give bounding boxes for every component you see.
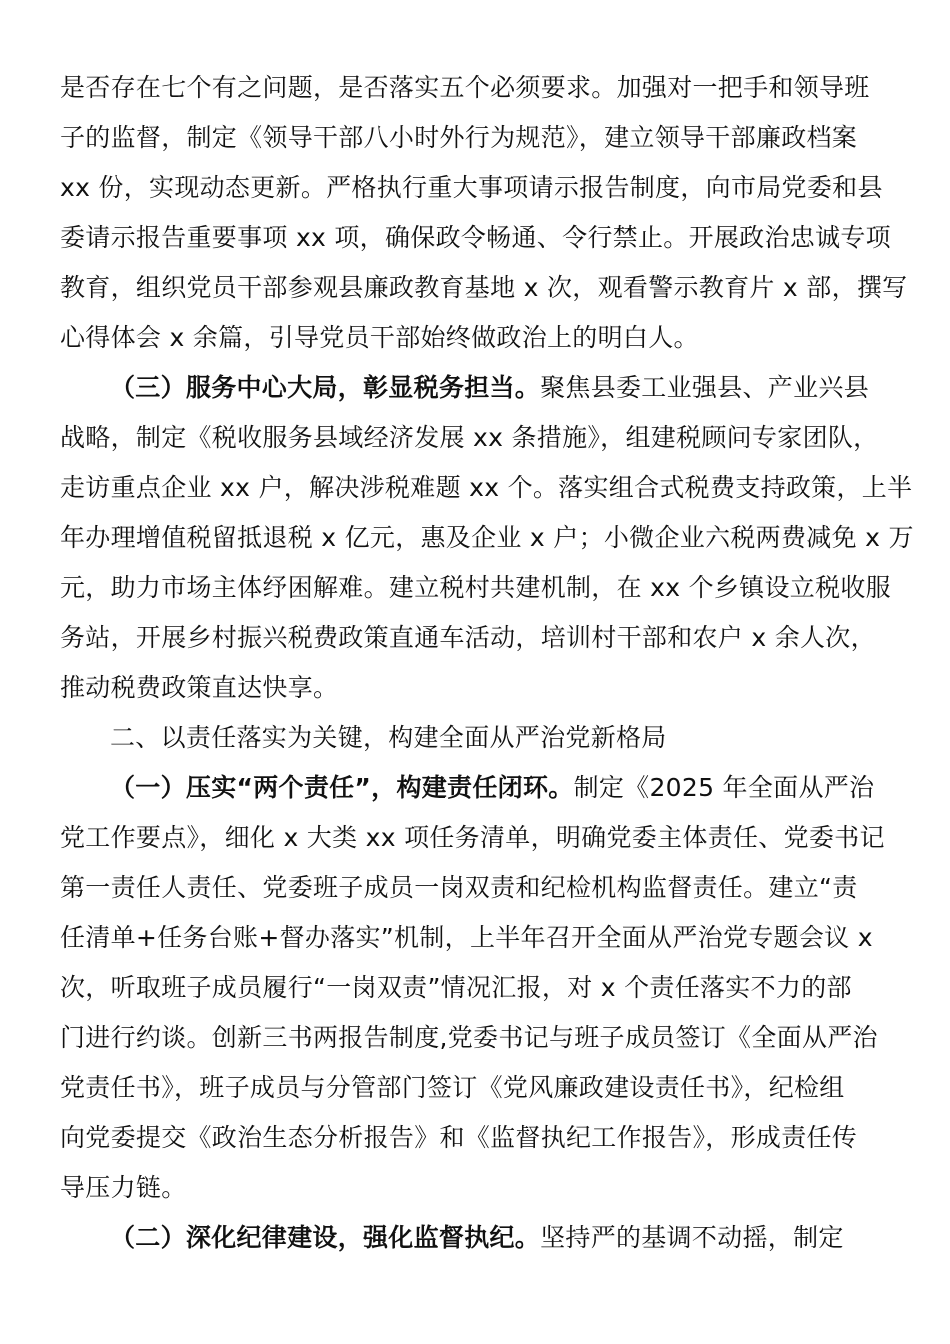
- body-line: 战略，制定《税收服务县域经济发展 xx 条措施》，组建税顾问专家团队，: [60, 423, 879, 452]
- body-line: 向党委提交《政治生态分析报告》和《监督执纪工作报告》，形成责任传: [60, 1123, 858, 1152]
- body-line: 走访重点企业 xx 户，解决涉税难题 xx 个。落实组合式税费支持政策，上半: [60, 473, 913, 502]
- body-line: 委请示报告重要事项 xx 项，确保政令畅通、令行禁止。开展政治忠诚专项: [60, 223, 891, 252]
- body-line: 导压力链。: [60, 1173, 187, 1202]
- body-line: 务站，开展乡村振兴税费政策直通车活动，培训村干部和农户 x 余人次，: [60, 623, 876, 652]
- body-line: 推动税费政策直达快享。: [60, 673, 339, 702]
- body-line: 子的监督，制定《领导干部八小时外行为规范》，建立领导干部廉政档案: [60, 123, 858, 152]
- body-line: 任清单+任务台账+督办落实”机制，上半年召开全面从严治党专题会议 x: [60, 923, 873, 952]
- body-line: 第一责任人责任、党委班子成员一岗双责和纪检机构监督责任。建立“责: [60, 873, 858, 902]
- paragraph-first-line: [110, 768, 874, 808]
- paragraph-first-line: [110, 1218, 844, 1258]
- body-line: 党工作要点》，细化 x 大类 xx 项任务清单，明确党委主体责任、党委书记: [60, 823, 885, 852]
- chapter-heading: 二、以责任落实为关键，构建全面从严治党新格局: [110, 723, 667, 752]
- body-line: 年办理增值税留抵退税 x 亿元，惠及企业 x 户；小微企业六税两费减免 x 万: [60, 523, 914, 552]
- body-line: 党责任书》，班子成员与分管部门签订《党风廉政建设责任书》，纪检组: [60, 1073, 845, 1102]
- body-line: 门进行约谈。创新三书两报告制度,党委书记与班子成员签订《全面从严治: [60, 1023, 878, 1052]
- paragraph-first-line: [110, 368, 869, 408]
- body-line: 元，助力市场主体纾困解难。建立税村共建机制，在 xx 个乡镇设立税收服: [60, 573, 891, 602]
- section-heading: （三）服务中心大局，彰显税务担当。: [110, 373, 541, 402]
- body-text: 坚持严的基调不动摇，制定: [540, 1223, 844, 1252]
- body-line: 是否存在七个有之问题，是否落实五个必须要求。加强对一把手和领导班: [60, 73, 870, 102]
- body-line: 心得体会 x 余篇，引导党员干部始终做政治上的明白人。: [60, 323, 699, 352]
- body-line: 教育，组织党员干部参观县廉政教育基地 x 次，观看警示教育片 x 部，撰写: [60, 273, 908, 302]
- body-text: 聚焦县委工业强县、产业兴县: [540, 373, 870, 402]
- section-heading: （一）压实“两个责任”，构建责任闭环。: [110, 773, 574, 802]
- section-heading: （二）深化纪律建设，强化监督执纪。: [110, 1223, 541, 1252]
- body-text: 制定《2025 年全面从严治: [573, 773, 875, 802]
- body-line: 次，听取班子成员履行“一岗双责”情况汇报，对 x 个责任落实不力的部: [60, 973, 852, 1002]
- body-line: xx 份，实现动态更新。严格执行重大事项请示报告制度，向市局党委和县: [60, 173, 883, 202]
